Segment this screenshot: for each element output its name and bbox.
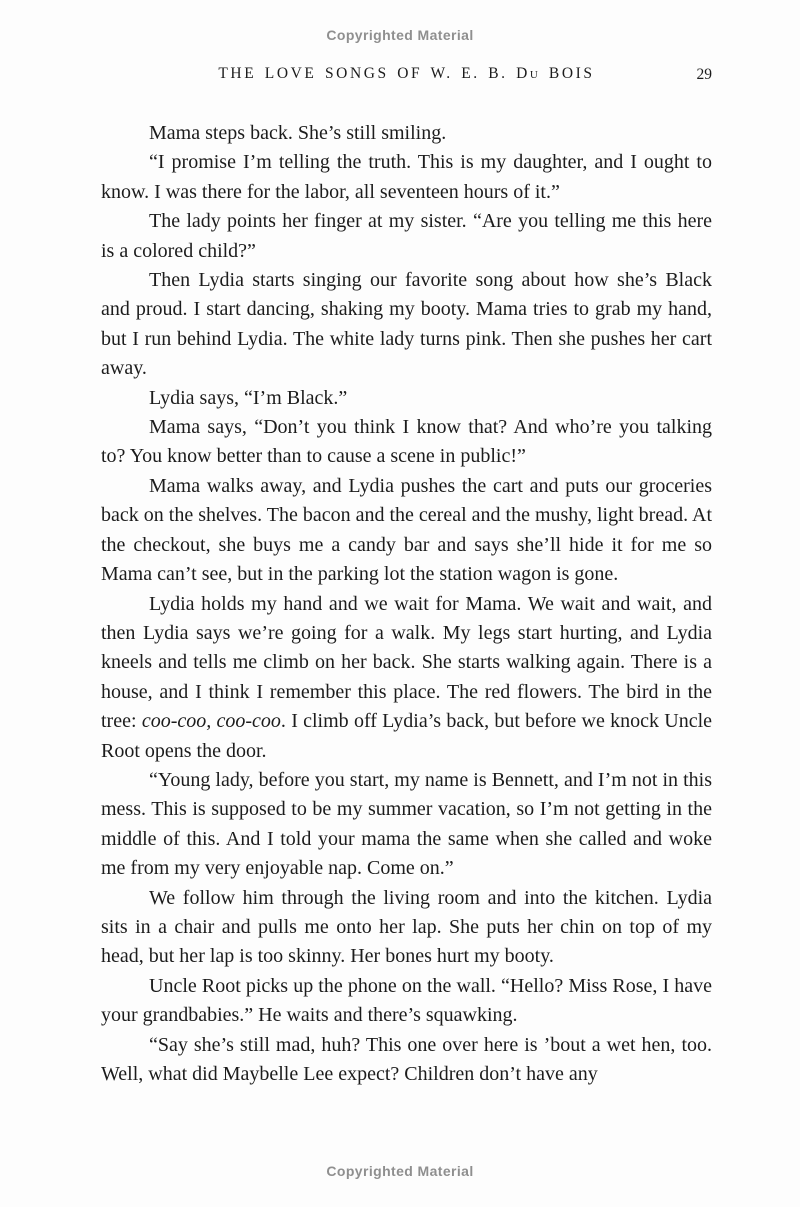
- text-run: “I promise I’m telling the truth. This is my daughter, and I ought to know. I was there for the labor, all seventeen hours of it.”: [101, 151, 712, 203]
- paragraph: [101, 590, 712, 766]
- running-header: [101, 65, 712, 87]
- text-run: We follow him through the living room and into the kitchen. Lydia sits in a chair and pulls me onto her lap. She puts her chin on top of my head, but her lap is too skinny. Her bones hurt my booty.: [101, 886, 712, 968]
- copyright-notice-bottom: Copyrighted Material: [326, 1163, 474, 1179]
- paragraph: [101, 148, 712, 207]
- text-run: Then Lydia starts singing our favorite song about how she’s Black and proud. I start dancing, shaking my booty. Mama tries to grab my hand, but I run behind Lydia. The white lady turns pink. Then she pushes her cart away.: [101, 269, 712, 380]
- text-run: Lydia holds my hand and we wait for Mama. We wait and wait, and then Lydia says we’re going for a walk. My legs start hurting, and Lydia kneels and tells me climb on her back. She starts walking again. There is a house, and I think I remember this place. The red flowers. The bird in the tree:: [101, 592, 712, 733]
- text-run: Mama says, “Don’t you think I know that? And who’re you talking to? You know better than to cause a scene in public!”: [101, 416, 712, 468]
- page-number: 29: [696, 66, 712, 83]
- paragraph: [101, 1031, 712, 1090]
- paragraph: [101, 884, 712, 972]
- text-run: The lady points her finger at my sister. “Are you telling me this here is a colored child?”: [101, 210, 712, 262]
- text-run: “Say she’s still mad, huh? This one over here is ’bout a wet hen, too. Well, what did Maybelle Lee expect? Children don’t have any: [101, 1033, 712, 1085]
- body-text: [101, 119, 712, 1089]
- paragraph: [101, 766, 712, 884]
- paragraph: [101, 472, 712, 590]
- paragraph: [101, 119, 712, 148]
- text-run: Lydia says, “I’m Black.”: [149, 386, 348, 409]
- text-run: Uncle Root picks up the phone on the wall. “Hello? Miss Rose, I have your grandbabies.” He waits and there’s squawking.: [101, 974, 712, 1027]
- paragraph: [101, 266, 712, 384]
- paragraph: [101, 384, 712, 413]
- text-run-italic: coo-coo, coo-coo: [141, 710, 281, 733]
- text-run: . I climb off Lydia’s back, but before we knock Uncle Root opens the door.: [101, 710, 713, 762]
- text-run: Mama steps back. She’s still smiling.: [149, 122, 447, 144]
- text-run: Mama walks away, and Lydia pushes the cart and puts our groceries back on the shelves. The bacon and the cereal and the mushy, light bread. At the checkout, she buys me a candy bar and says she’ll hide it for me so Mama can’t see, but in the parking lot the station wagon is gone.: [101, 474, 712, 586]
- paragraph: [101, 972, 712, 1031]
- running-header-title: THE LOVE SONGS OF W. E. B. Du BOIS: [218, 65, 595, 82]
- copyright-notice-top: Copyrighted Material: [326, 27, 474, 43]
- text-run: “Young lady, before you start, my name is Bennett, and I’m not in this mess. This is supposed to be my summer vacation, so I’m not getting in the middle of this. And I told your mama the same when she called and woke me from my very enjoyable nap. Come on.”: [101, 768, 712, 880]
- paragraph: [101, 413, 712, 472]
- paragraph: [101, 207, 712, 266]
